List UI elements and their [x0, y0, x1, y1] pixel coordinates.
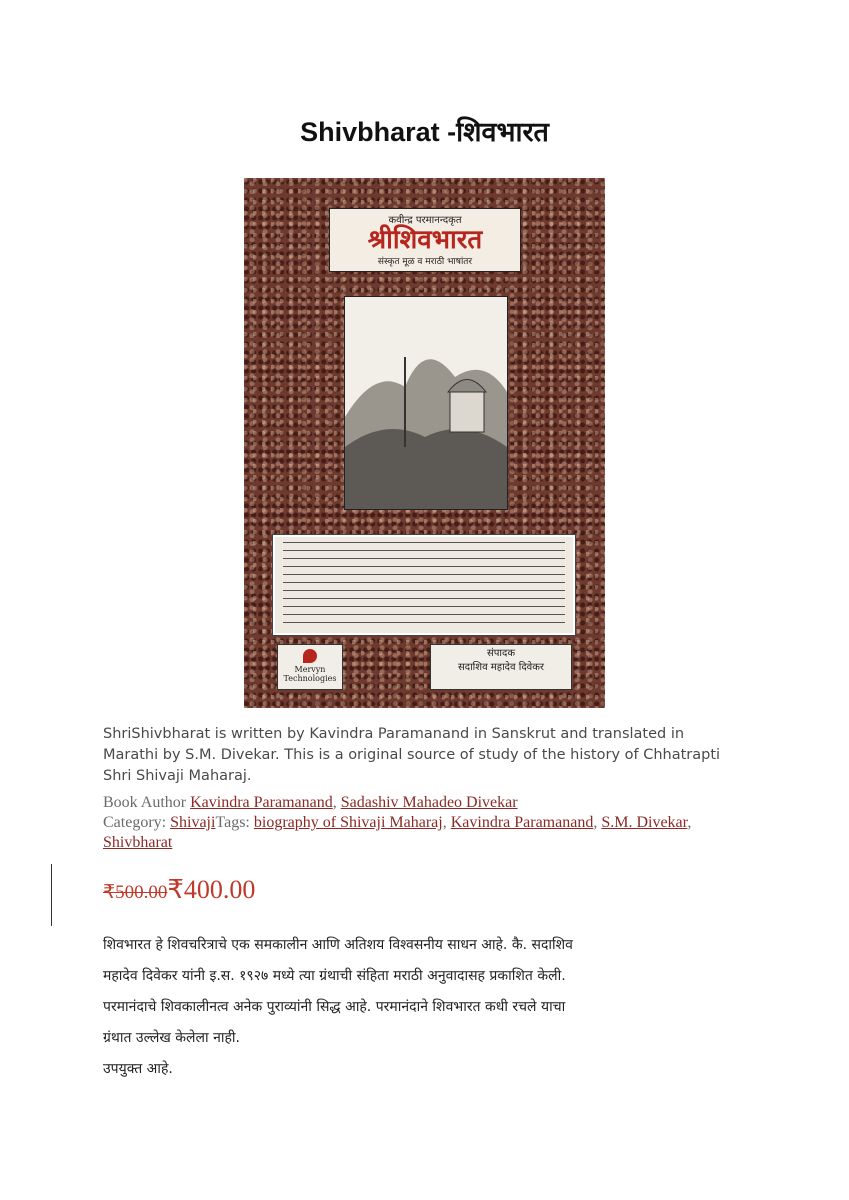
cover-manuscript-panel [272, 534, 576, 636]
book-cover-image [244, 178, 605, 708]
cover-title-panel [329, 208, 521, 272]
author-link[interactable]: Sadashiv Mahadeo Divekar [340, 794, 518, 811]
cover-illustration [344, 296, 508, 510]
marathi-description [103, 930, 743, 1085]
tag-link[interactable]: Kavindra Paramanand [450, 814, 594, 831]
marathi-line: शिवभारत हे शिवचरित्राचे एक समकालीन आणि अतिशय विश्वसनीय साधन आहे. कै. सदाशिव [103, 937, 573, 953]
publisher-logo [277, 644, 343, 690]
cover-main-title: श्रीशिवभारत [367, 225, 483, 255]
sale-price: ₹400.00 [167, 875, 256, 904]
old-price: ₹500.00 [103, 882, 168, 903]
tag-link[interactable]: Shivbharat [103, 834, 173, 851]
price [103, 875, 255, 905]
category-label: Category: [103, 814, 171, 831]
tag-link[interactable]: S.M. Divekar [601, 814, 688, 831]
marathi-line: महादेव दिवेकर यांनी इ.स. १९२७ मध्ये त्या ग्रंथाची संहिता मराठी अनुवादासह प्रकाशित केली. [103, 968, 566, 984]
author-link[interactable]: Kavindra Paramanand [190, 794, 333, 811]
book-description: ShriShivbharat is written by Kavindra Paramanand in Sanskrut and translated in Marathi by S.M. Divekar. This is a original source of study of the history of Chhatrapti Shri Shivaji Maharaj. [103, 726, 721, 784]
marathi-line: ग्रंथात उल्लेख केलेला नाही. [103, 1030, 240, 1046]
category-link[interactable]: Shivaji [170, 814, 216, 831]
page-title: Shivbharat -शिवभारत [300, 117, 549, 147]
publisher-logo-icon [303, 649, 317, 663]
cover-subtitle-bottom: संस्कृत मूळ व मराठी भाषांतर [377, 257, 473, 267]
tag-link[interactable]: biography of Shivaji Maharaj [253, 814, 443, 831]
text-cursor [51, 864, 52, 926]
cover-editor-label: संपादक [486, 648, 516, 659]
book-meta: Book Author Kavindra Paramanand, Sadashiv Mahadeo Divekar Category: ShivajiTags: biography of Shivaji Maharaj, Kavindra Paramanand, S.M. Divekar, Shivbharat [103, 794, 692, 851]
cover-editor-panel [430, 644, 572, 690]
cover-editor-name: सदाशिव महादेव दिवेकर [458, 662, 544, 673]
tags-label: Tags: [215, 814, 254, 831]
author-label: Book Author [103, 794, 191, 811]
marathi-line: उपयुक्त आहे. [103, 1061, 173, 1077]
publisher-logo-text: Mervyn Technologies [283, 665, 337, 683]
marathi-line: परमानंदाचे शिवकालीनत्व अनेक पुराव्यांनी सिद्ध आहे. परमानंदाने शिवभारत कधी रचले याचा [103, 999, 566, 1015]
cover-subtitle-top: कवीन्द्र परमानन्दकृत [388, 215, 462, 226]
